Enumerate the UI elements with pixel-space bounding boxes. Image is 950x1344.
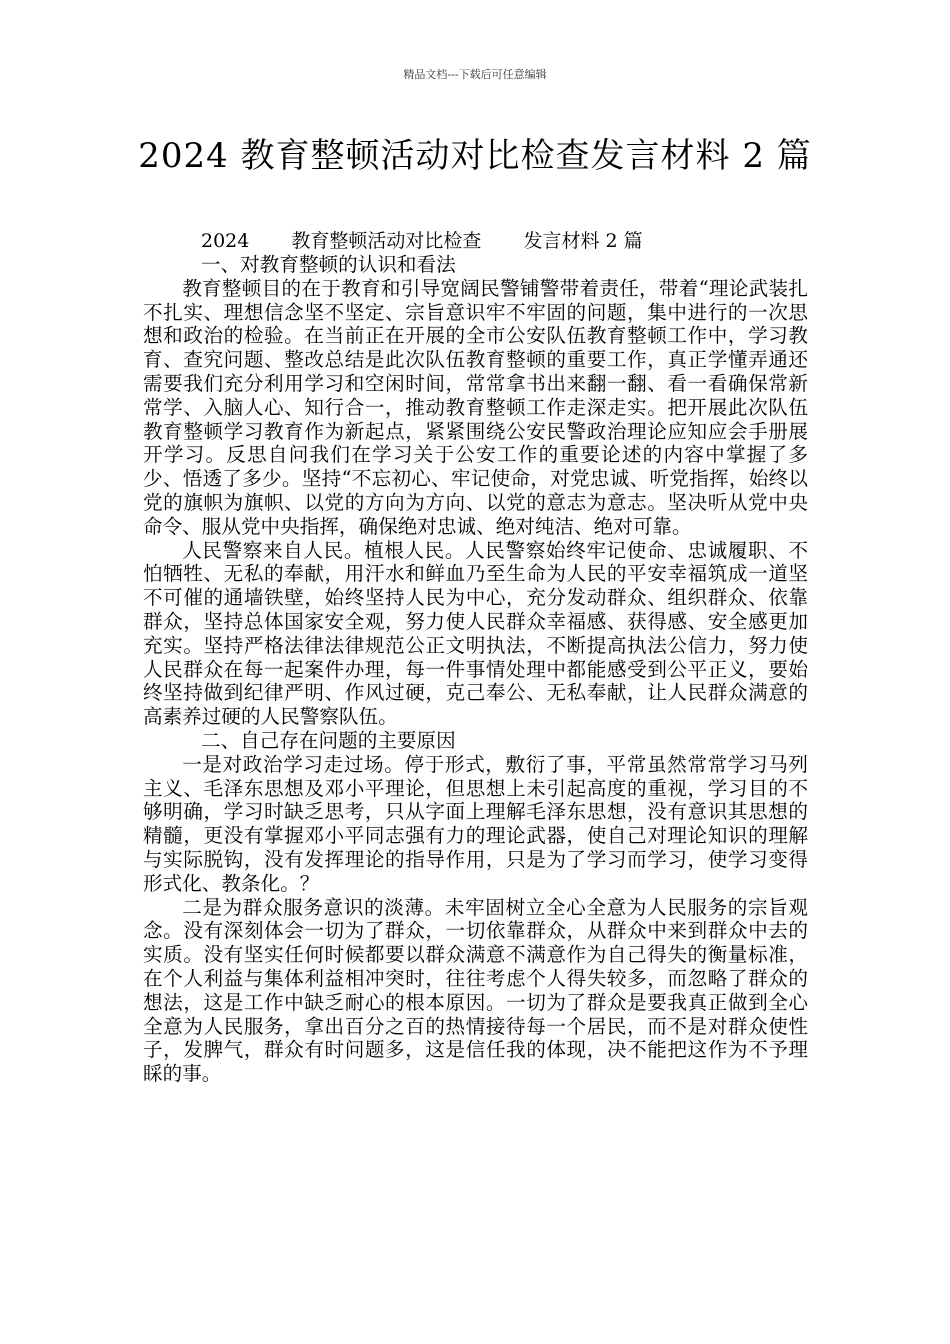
paragraph-2: 人民警察来自人民。植根人民。人民警察始终牢记使命、忠诚履职、不怕牺牲、无私的奉献，用汗水和鲜血乃至生命为人民的平安幸福筑成一道坚不可催的通墙铁壁，始终坚持人民为中心，充分发动群众、组织群众、依靠群众，坚持总体国家安全观，努力使人民群众幸福感、获得感、安全感更加充实。坚持严格法律法律规范公正文明执法，不断提高执法公信力，努力使人民群众在每一起案件办理，每一件事情处理中都能感受到公平正义，要始终坚持做到纪律严明、作风过硬，克己奉公、无私奉献，让人民群众满意的高素养过硬的人民警察队伍。 — [143, 538, 808, 729]
paragraph-4: 二是为群众服务意识的淡薄。未牢固树立全心全意为人民服务的宗旨观念。没有深刻体会一切为了群众，一切依靠群众，从群众中来到群众中去的实质。没有坚实任何时候都要以群众满意不满意作为自己得失的衡量标准，在个人利益与集体利益相冲突时，往往考虑个人得失较多，而忽略了群众的想法，这是工作中缺乏耐心的根本原因。一切为了群众是要我真正做到全心全意为人民服务，拿出百分之百的热情接待每一个居民，而不是对群众使性子，发脾气，群众有时问题多，这是信任我的体现，决不能把这作为不予理睬的事。 — [143, 895, 808, 1086]
document-subtitle — [201, 229, 643, 253]
section-heading-2: 二、自己存在问题的主要原因 — [201, 728, 456, 752]
subtitle-part1: 教育整顿活动对比检查 — [291, 230, 482, 252]
subtitle-year: 2024 — [201, 230, 250, 252]
paragraph-1: 教育整顿目的在于教育和引导宽阔民警铺警带着责任，带着“理论武装扎不扎实、理想信念坚不坚定、宗旨意识牢不牢固的问题，集中进行的一次思想和政治的检验。在当前正在开展的全市公安队伍教育整顿工作中，学习教育、查究问题、整改总结是此次队伍教育整顿的重要工作，真正学懂弄通还需要我们充分利用学习和空闲时间，常常拿书出来翻一翻、看一看确保常新常学、入脑人心、知行合一，推动教育整顿工作走深走实。把开展此次队伍教育整顿学习教育作为新起点，紧紧围绕公安民警政治理论应知应会手册展开学习。反思自问我们在学习关于公安工作的重要论述的内容中掌握了多少、悟透了多少。坚持“不忘初心、牢记使命，对党忠诚、听党指挥，始终以党的旗帜为旗帜、以党的方向为方向、以党的意志为意志。坚决听从党中央命令、服从党中央指挥，确保绝对忠诚、绝对纯洁、绝对可靠。 — [143, 276, 808, 538]
page-header: 精品文档---下载后可任意编辑 — [403, 68, 547, 81]
subtitle-part2: 发言材料 2 篇 — [523, 230, 643, 252]
document-title: 2024 教育整顿活动对比检查发言材料 2 篇 — [138, 136, 812, 176]
paragraph-3: 一是对政治学习走过场。停于形式，敷衍了事，平常虽然常常学习马列主义、毛泽东思想及邓小平理论，但思想上未引起高度的重视，学习目的不够明确，学习时缺乏思考，只从字面上理解毛泽东思想，没有意识其思想的精髓，更没有掌握邓小平同志强有力的理论武器，使自己对理论知识的理解与实际脱钩，没有发挥理论的指导作用，只是为了学习而学习，使学习变得形式化、教条化。？ — [143, 752, 808, 895]
document-body — [143, 253, 808, 1086]
section-heading-1: 一、对教育整顿的认识和看法 — [201, 253, 456, 276]
